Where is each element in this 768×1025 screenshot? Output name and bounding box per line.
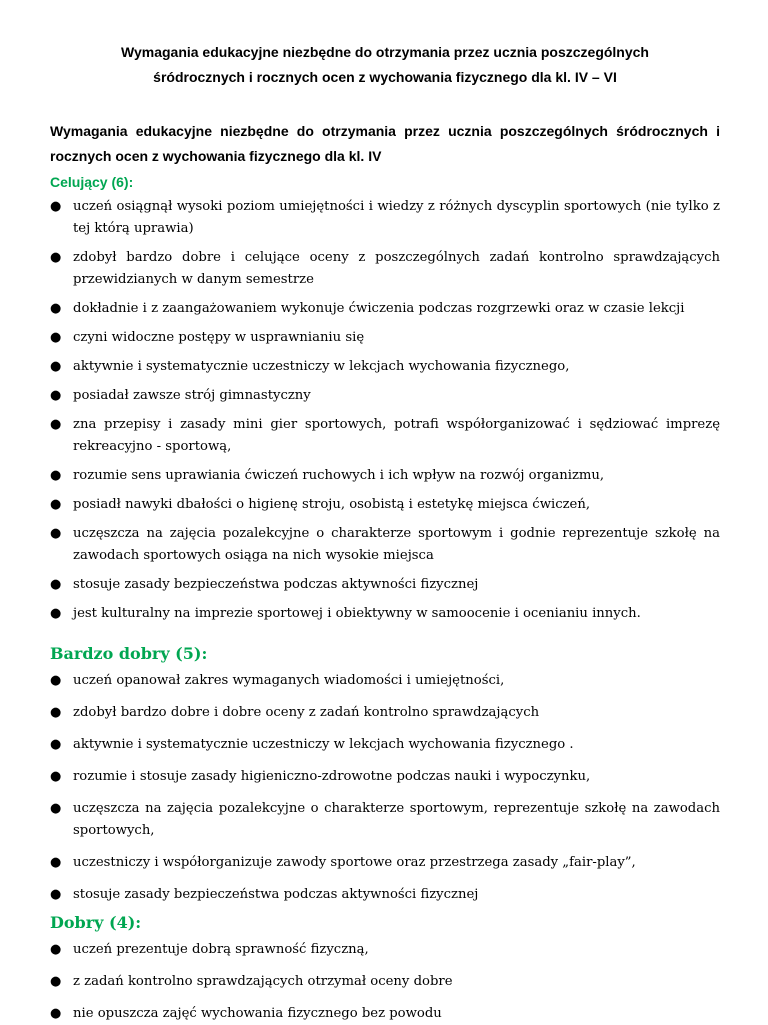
list-item: ● stosuje zasady bezpieczeństwa podczas aktywności fizycznej <box>50 884 720 906</box>
bullet-icon: ● <box>50 737 62 752</box>
section-heading-bardzo-dobry: Bardzo dobry (5): <box>50 644 208 663</box>
list-item: ● posiadał zawsze strój gimnastyczny <box>50 385 720 407</box>
bullet-icon: ● <box>50 942 62 957</box>
title-line-2: śródrocznych i rocznych ocen z wychowania fizycznego dla kl. IV – VI <box>153 69 617 85</box>
list-item: ● uczestniczy i współorganizuje zawody sportowe oraz przestrzega zasady „fair-play”, <box>50 852 720 874</box>
list-item: ● rozumie sens uprawiania ćwiczeń ruchowych i ich wpływ na rozwój organizmu, <box>50 465 720 487</box>
list-item: ● uczęszcza na zajęcia pozalekcyjne o charakterze sportowym i godnie reprezentuje szkołę na zawodach sportowych osiąga na nich wysokie miejsca <box>50 523 720 567</box>
list-item: ● uczęszcza na zajęcia pozalekcyjne o charakterze sportowym, reprezentuje szkołę na zawodach sportowych, <box>50 798 720 842</box>
bullet-icon: ● <box>50 673 62 688</box>
bullet-icon: ● <box>50 497 62 512</box>
bullet-icon: ● <box>50 887 62 902</box>
list-item: ● uczeń osiągnął wysoki poziom umiejętności i wiedzy z różnych dyscyplin sportowych (nie tylko z tej którą uprawia) <box>50 196 720 240</box>
bullet-icon: ● <box>50 974 62 989</box>
bullet-icon: ● <box>50 801 62 816</box>
bullet-icon: ● <box>50 250 62 265</box>
section-heading-celujacy: Celujący (6): <box>50 174 134 190</box>
list-item: ● uczeń prezentuje dobrą sprawność fizyczną, <box>50 939 720 961</box>
list-item: ● z zadań kontrolno sprawdzających otrzymał oceny dobre <box>50 971 720 993</box>
list-item: ● dokładnie i z zaangażowaniem wykonuje ćwiczenia podczas rozgrzewki oraz w czasie lekcji <box>50 298 720 320</box>
bullet-icon: ● <box>50 359 62 374</box>
bullet-icon: ● <box>50 855 62 870</box>
bullet-icon: ● <box>50 769 62 784</box>
list-item: ● uczeń opanował zakres wymaganych wiadomości i umiejętności, <box>50 670 720 692</box>
bullet-icon: ● <box>50 606 62 621</box>
list-item: ● czyni widoczne postępy w usprawnianiu się <box>50 327 720 349</box>
bullet-icon: ● <box>50 577 62 592</box>
document-title <box>50 40 720 90</box>
list-item: ● zna przepisy i zasady mini gier sportowych, potrafi współorganizować i sędziować imprezę rekreacyjno - sportową, <box>50 414 720 458</box>
bullet-icon: ● <box>50 417 62 432</box>
section-heading-dobry: Dobry (4): <box>50 913 142 932</box>
document-page <box>50 40 720 1025</box>
bullet-icon: ● <box>50 330 62 345</box>
list-item: ● rozumie i stosuje zasady higieniczno-zdrowotne podczas nauki i wypoczynku, <box>50 766 720 788</box>
bullet-icon: ● <box>50 1006 62 1021</box>
bullet-icon: ● <box>50 705 62 720</box>
bullet-icon: ● <box>50 388 62 403</box>
list-item: ● stosuje zasady bezpieczeństwa podczas aktywności fizycznej <box>50 574 720 596</box>
bullet-icon: ● <box>50 301 62 316</box>
requirements-list-dobry <box>50 939 720 1025</box>
requirements-list-celujacy <box>50 196 720 625</box>
list-item: ● aktywnie i systematycznie uczestniczy w lekcjach wychowania fizycznego . <box>50 734 720 756</box>
list-item: ● zdobył bardzo dobre i dobre oceny z zadań kontrolno sprawdzających <box>50 702 720 724</box>
list-item: ● nie opuszcza zajęć wychowania fizycznego bez powodu <box>50 1003 720 1025</box>
bullet-icon: ● <box>50 199 62 214</box>
bullet-icon: ● <box>50 468 62 483</box>
bullet-icon: ● <box>50 526 62 541</box>
requirements-list-bardzo-dobry <box>50 670 720 906</box>
list-item: ● zdobył bardzo dobre i celujące oceny z poszczególnych zadań kontrolno sprawdzających przewidzianych w danym semestrze <box>50 247 720 291</box>
document-subtitle: Wymagania edukacyjne niezbędne do otrzymania przez ucznia poszczególnych śródrocznych i rocznych ocen z wychowania fizycznego dla kl. IV <box>50 123 720 164</box>
list-item: ● jest kulturalny na imprezie sportowej i obiektywny w samoocenie i ocenianiu innych. <box>50 603 720 625</box>
list-item: ● aktywnie i systematycznie uczestniczy w lekcjach wychowania fizycznego, <box>50 356 720 378</box>
list-item: ● posiadł nawyki dbałości o higienę stroju, osobistą i estetykę miejsca ćwiczeń, <box>50 494 720 516</box>
title-line-1: Wymagania edukacyjne niezbędne do otrzymania przez ucznia poszczególnych <box>121 44 649 60</box>
